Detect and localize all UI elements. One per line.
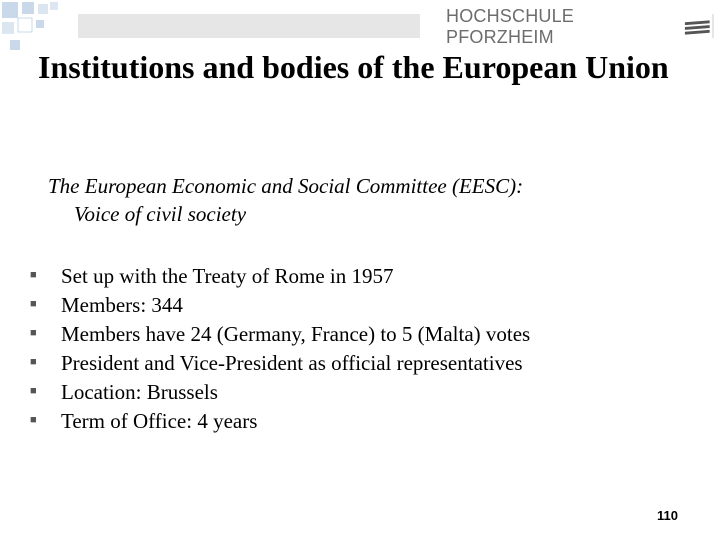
slide-subtitle xyxy=(48,172,688,228)
list-item xyxy=(30,407,710,436)
slide-title: Institutions and bodies of the European Union xyxy=(38,49,669,85)
list-item-text: Members: 344 xyxy=(61,293,183,317)
list-item-text: President and Vice-President as official representatives xyxy=(61,351,523,375)
list-item-text: Term of Office: 4 years xyxy=(61,409,258,433)
brand-header xyxy=(420,6,712,47)
square-bullet-icon: ■ xyxy=(30,414,37,426)
list-item-text: Location: Brussels xyxy=(61,380,218,404)
list-item xyxy=(30,262,710,291)
square-bullet-icon: ■ xyxy=(30,298,37,310)
subtitle-line-1: The European Economic and Social Committee (EESC): xyxy=(48,174,524,198)
square-bullet-icon: ■ xyxy=(30,385,37,397)
list-item xyxy=(30,291,710,320)
list-item-text: Set up with the Treaty of Rome in 1957 xyxy=(61,264,394,288)
square-bullet-icon: ■ xyxy=(30,327,37,339)
bullet-list xyxy=(30,262,710,436)
list-item-text: Members have 24 (Germany, France) to 5 (Malta) votes xyxy=(61,322,531,346)
brand-name: HOCHSCHULE PFORZHEIM xyxy=(446,6,575,47)
subtitle-line-2: Voice of civil society xyxy=(74,202,247,226)
list-item xyxy=(30,378,710,407)
list-item xyxy=(30,320,710,349)
page-number: 110 xyxy=(657,508,678,523)
square-bullet-icon: ■ xyxy=(30,269,37,281)
list-item xyxy=(30,349,710,378)
hochschule-logo-icon xyxy=(683,19,712,35)
square-bullet-icon: ■ xyxy=(30,356,37,368)
